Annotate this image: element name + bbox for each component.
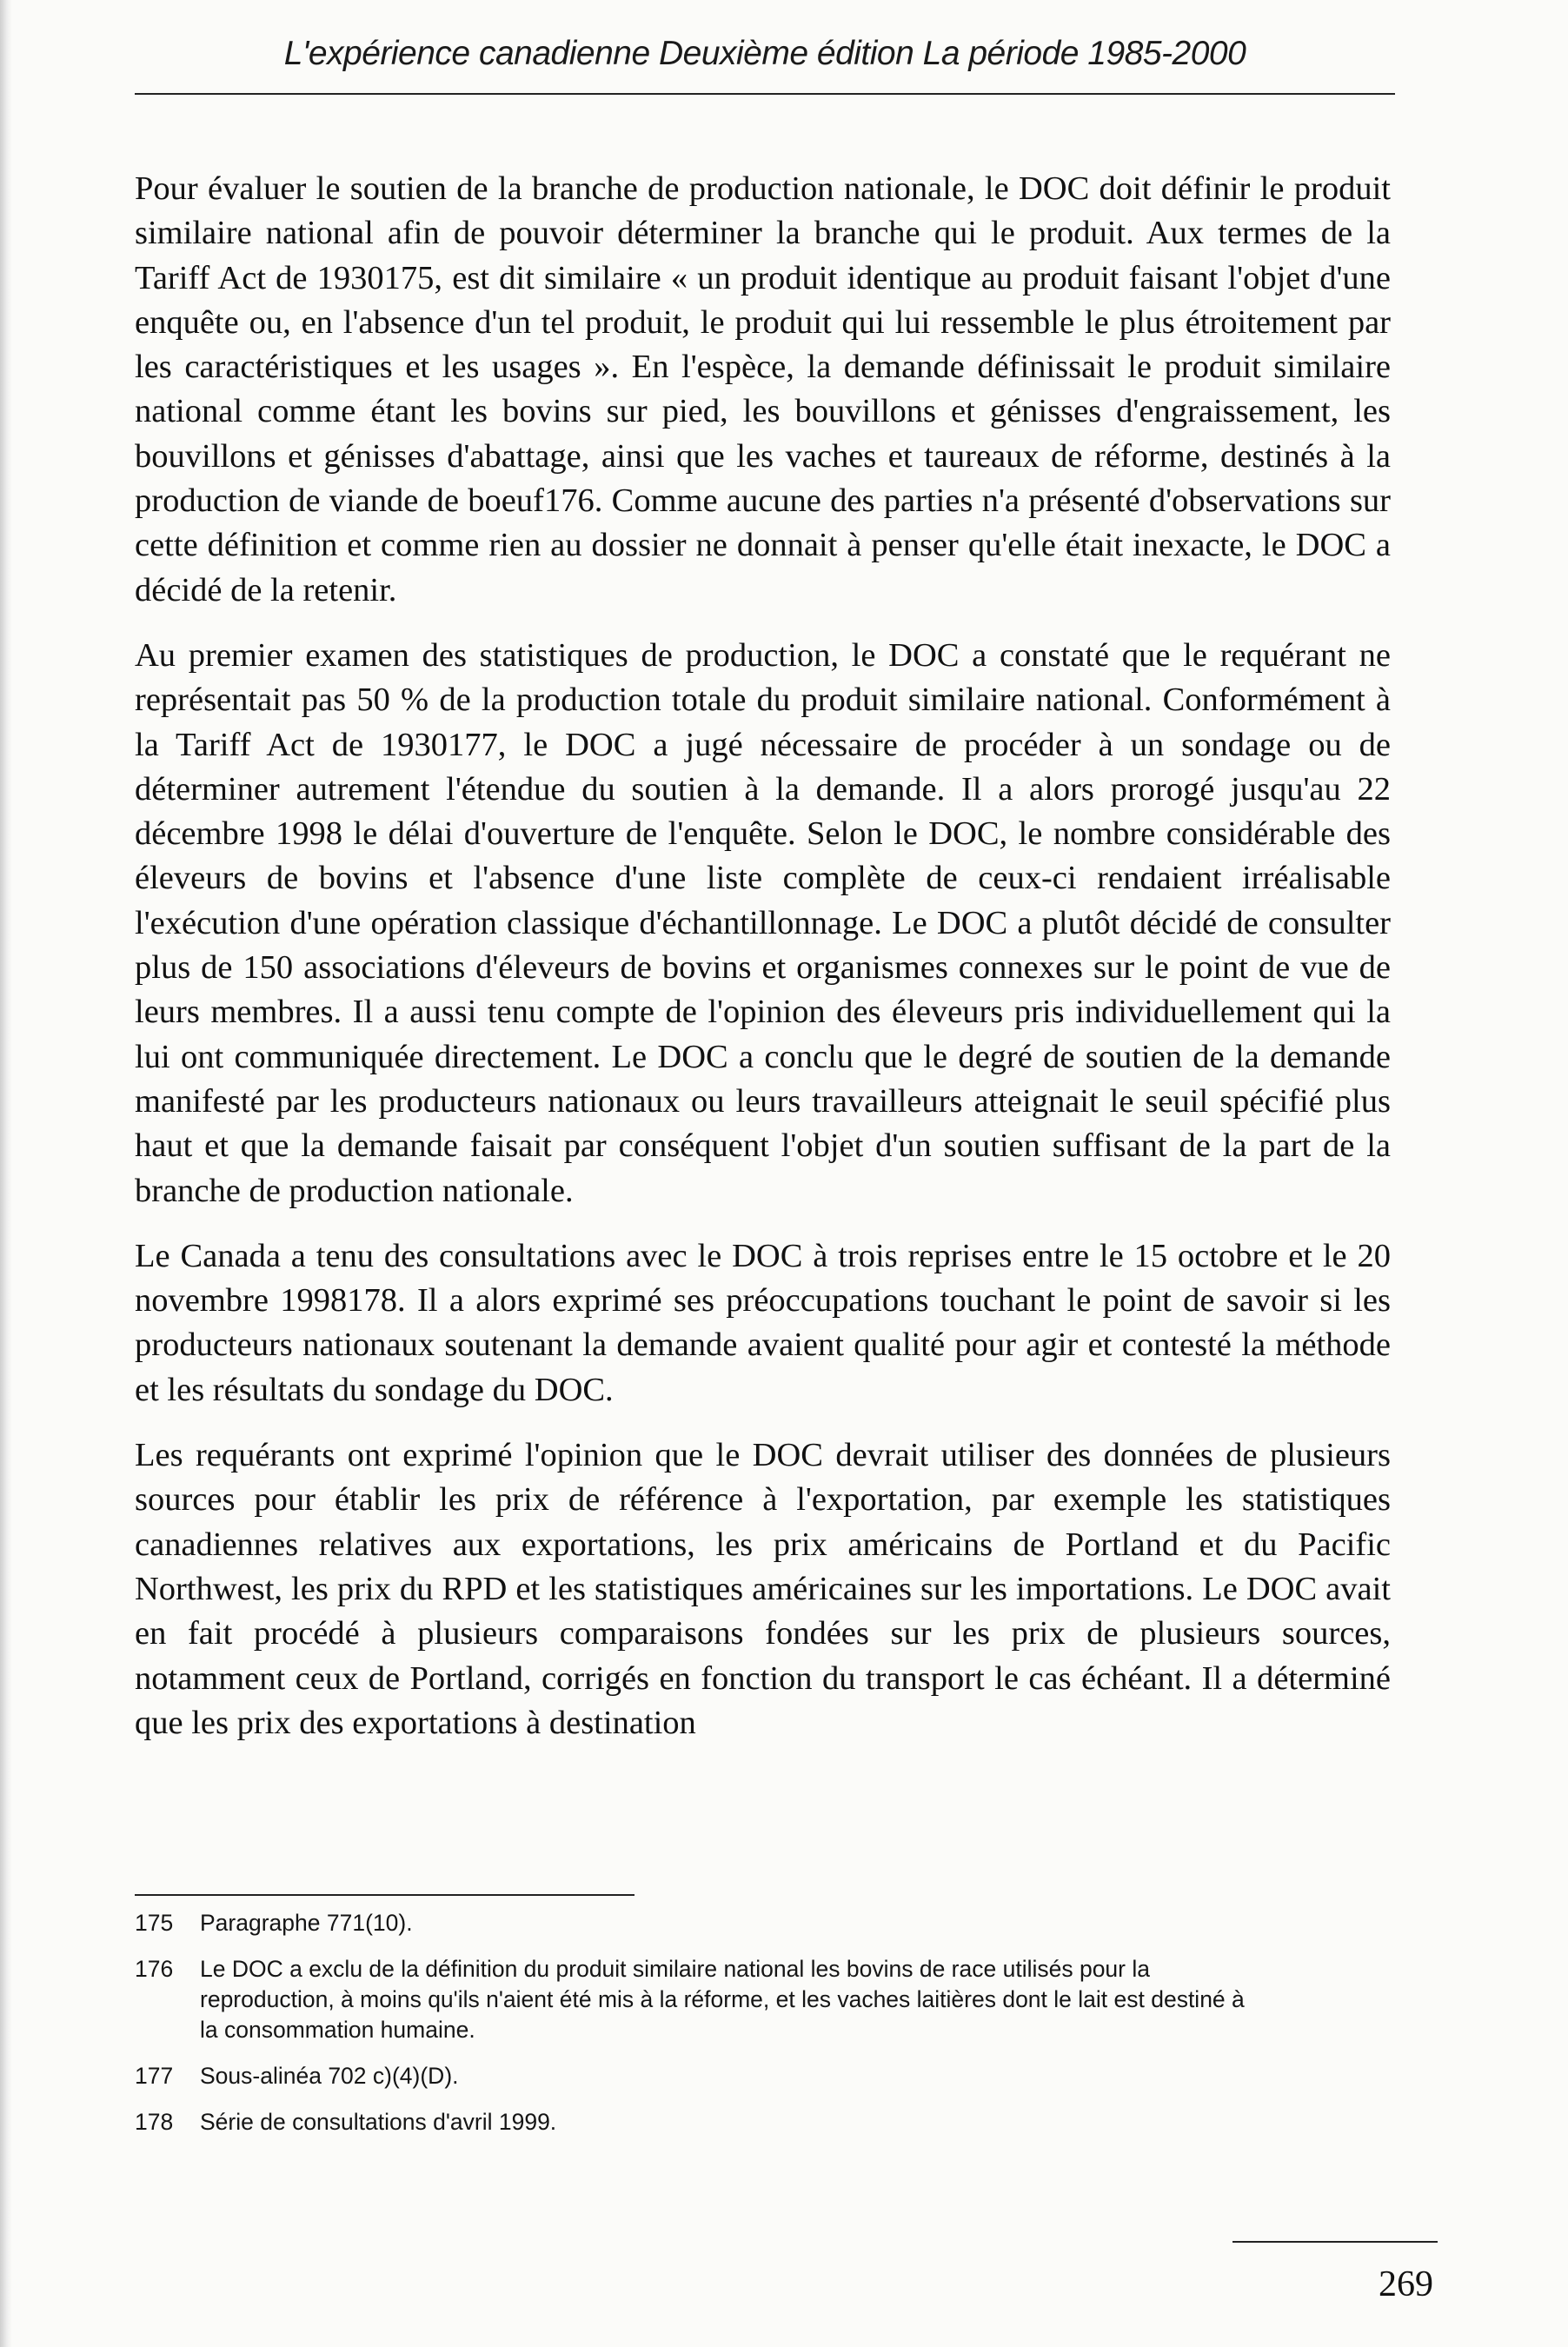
body-text bbox=[135, 167, 1391, 1766]
page-number-rule bbox=[1232, 2241, 1438, 2243]
footnotes bbox=[135, 1908, 1369, 2153]
paragraph-3: Le Canada a tenu des consultations avec le DOC à trois reprises entre le 15 octobre et le 20 novembre 1998178. Il a alors exprimé ses préoccupations touchant le point de savoir si les producteurs nationaux soutenant la demande avaient qualité pour agir et contesté la méthode et les résultats du sondage du DOC. bbox=[135, 1237, 1391, 1408]
running-header: L'expérience canadienne Deuxième édition La période 1985-2000 bbox=[283, 35, 1246, 72]
footnote-176 bbox=[135, 1954, 1369, 2045]
footnote-text: Sous-alinéa 702 c)(4)(D). bbox=[200, 2063, 459, 2089]
footnote-number: 176 bbox=[135, 1956, 174, 1982]
footnote-separator bbox=[135, 1894, 635, 1896]
paragraph-4: Les requérants ont exprimé l'opinion que le DOC devrait utiliser des données de plusieurs sources pour établir les prix de référence à l'exportation, par exemple les statistiques canadiennes relatives aux exportations, les prix américains de Portland et du Pacific Northwest, les prix du RPD et les statistiques américaines sur les importations. Le DOC avait en fait procédé à plusieurs comparaisons fondées sur les prix de plusieurs sources, notamment ceux de Portland, corrigés en fonction du transport le cas échéant. Il a déterminé que les prix des exportations à destination bbox=[135, 1437, 1391, 1741]
footnote-177 bbox=[135, 2061, 1369, 2091]
footnote-number: 177 bbox=[135, 2063, 174, 2089]
page-number: 269 bbox=[1379, 2264, 1433, 2304]
paragraph-1: Pour évaluer le soutien de la branche de production nationale, le DOC doit définir le produit similaire national afin de pouvoir déterminer la branche qui le produit. Aux termes de la Tariff Act de 1930175, est dit similaire « un produit identique au produit faisant l'objet d'une enquête ou, en l'absence d'un tel produit, le produit qui lui ressemble le plus étroitement par les caractéristiques et les usages ». En l'espèce, la demande définissait le produit similaire national comme étant les bovins sur pied, les bouvillons et génisses d'engraissement, les bouvillons et génisses d'abattage, ainsi que les vaches et taureaux de réforme, destinés à la production de viande de boeuf176. Comme aucune des parties n'a présenté d'observations sur cette définition et comme rien au dossier ne donnait à penser qu'elle était inexacte, le DOC a décidé de la retenir. bbox=[135, 170, 1391, 608]
footnote-number: 178 bbox=[135, 2109, 174, 2135]
footnote-text: Série de consultations d'avril 1999. bbox=[200, 2109, 557, 2135]
footnote-175 bbox=[135, 1908, 1369, 1938]
paragraph-2: Au premier examen des statistiques de production, le DOC a constaté que le requérant ne représentait pas 50 % de la production totale du produit similaire national. Conformément à la Tariff Act de 1930177, le DOC a jugé nécessaire de procéder à un sondage ou de déterminer autrement l'étendue du soutien à la demande. Il a alors prorogé jusqu'au 22 décembre 1998 le délai d'ouverture de l'enquête. Selon le DOC, le nombre considérable des éleveurs de bovins et l'absence d'une liste complète de ceux-ci rendaient irréalisable l'exécution d'une opération classique d'échantillonnage. Le DOC a plutôt décidé de consulter plus de 150 associations d'éleveurs de bovins et organismes connexes sur le point de vue de leurs membres. Il a aussi tenu compte de l'opinion des éleveurs pris individuellement qui la lui ont communiquée directement. Le DOC a conclu que le degré de soutien de la demande manifesté par les producteurs nationaux ou leurs travailleurs atteignait le seuil spécifié plus haut et que la demande faisait par conséquent l'objet d'un soutien suffisant de la part de la branche de production nationale. bbox=[135, 636, 1391, 1209]
footnote-text: Paragraphe 771(10). bbox=[200, 1910, 413, 1936]
header-rule bbox=[135, 93, 1395, 95]
footnote-text: Le DOC a exclu de la définition du produit similaire national les bovins de race utilisés pour la reproduction, à moins qu'ils n'aient été mis à la réforme, et les vaches laitières dont le lait est destiné à la consommation humaine. bbox=[200, 1956, 1245, 2043]
footnote-number: 175 bbox=[135, 1910, 174, 1936]
footnote-178 bbox=[135, 2107, 1369, 2138]
scan-edge-shadow bbox=[0, 0, 12, 2347]
